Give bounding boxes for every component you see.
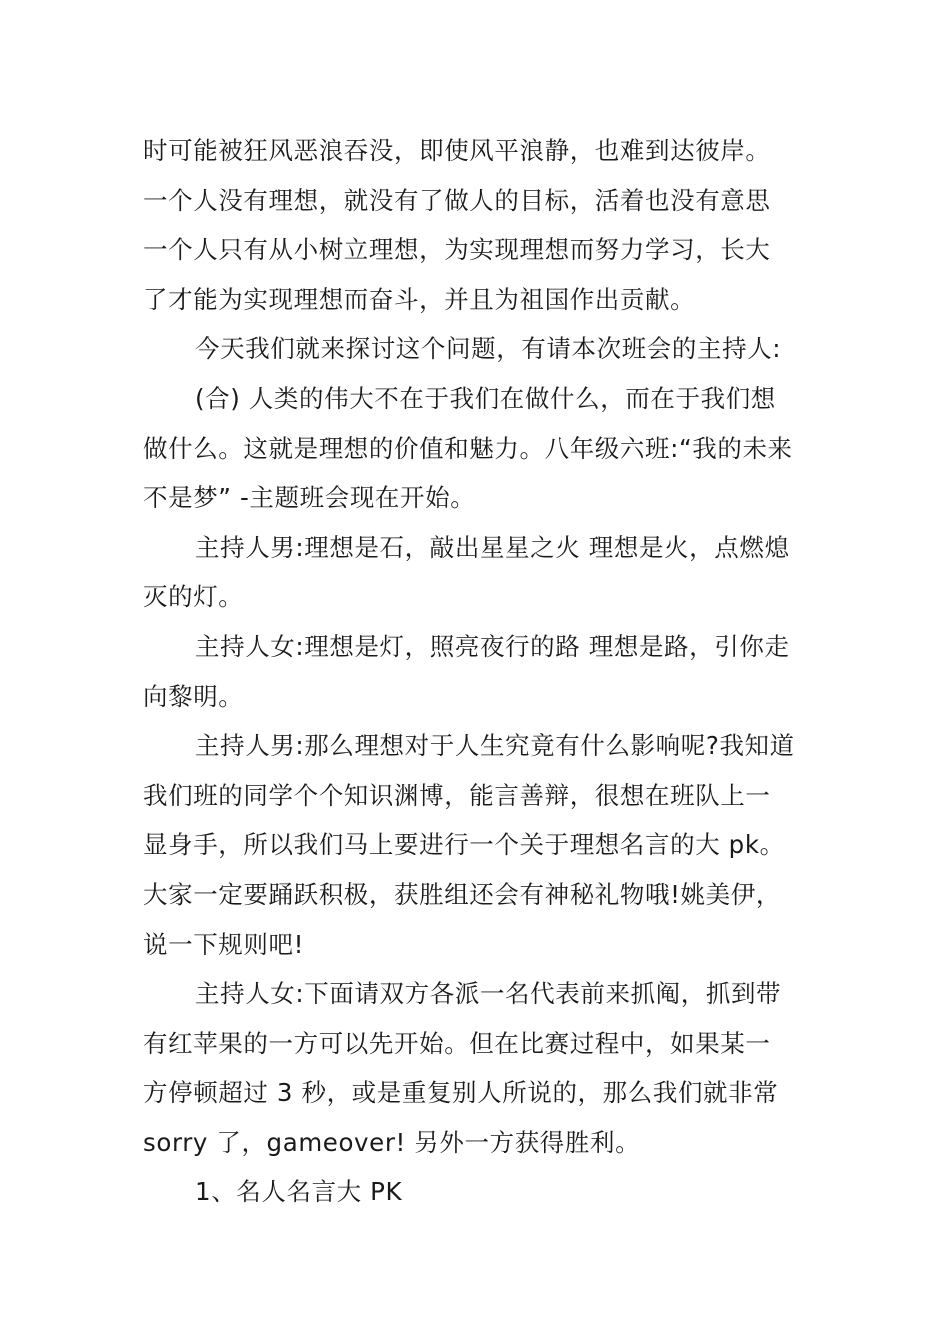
text-line: 不是梦” -主题班会现在开始。 xyxy=(143,483,476,513)
paragraph-start-line: 主持人女:理想是灯，照亮夜行的路 理想是路，引你走 xyxy=(195,631,790,661)
text-line: 方停顿超过 3 秒，或是重复别人所说的，那么我们就非常 xyxy=(143,1078,779,1108)
text-line: 一个人没有理想，就没有了做人的目标，活着也没有意思 xyxy=(143,185,771,215)
text-line: 说一下规则吧! xyxy=(143,929,305,959)
text-line: 时可能被狂风恶浪吞没，即使风平浪静，也难到达彼岸。 xyxy=(143,136,771,165)
paragraph-start-line: 主持人女:下面请双方各派一名代表前来抓阄，抓到带 xyxy=(195,979,782,1009)
text-line: sorry 了，gameover! 另外一方获得胜利。 xyxy=(143,1127,641,1157)
text-line: 显身手，所以我们马上要进行一个关于理想名言的大 pk。 xyxy=(143,830,785,860)
text-line: 一个人只有从小树立理想，为实现理想而努力学习，长大 xyxy=(143,235,771,265)
paragraph-start-line: 今天我们就来探讨这个问题，有请本次班会的主持人: xyxy=(195,334,782,364)
text-line: 向黎明。 xyxy=(143,681,244,711)
section-heading: 1、名人名言大 PK xyxy=(195,1177,403,1207)
paragraph-start-line: 主持人男:理想是石，敲出星星之火 理想是火，点燃熄 xyxy=(195,532,790,562)
text-line: 做什么。这就是理想的价值和魅力。八年级六班:“我的未来 xyxy=(143,433,793,463)
paragraph-start-line: (合) 人类的伟大不在于我们在做什么，而在于我们想 xyxy=(195,383,776,413)
document-body xyxy=(143,126,811,1217)
paragraph-start-line: 主持人男:那么理想对于人生究竟有什么影响呢?我知道 xyxy=(195,731,795,761)
text-line: 大家一定要踊跃积极，获胜组还会有神秘礼物哦!姚美伊， xyxy=(143,879,781,909)
text-line: 有红苹果的一方可以先开始。但在比赛过程中，如果某一 xyxy=(143,1028,771,1058)
text-line: 灭的灯。 xyxy=(143,582,244,612)
text-line: 我们班的同学个个知识渊博，能言善辩，很想在班队上一 xyxy=(143,780,771,810)
text-line: 了才能为实现理想而奋斗，并且为祖国作出贡献。 xyxy=(143,284,696,314)
